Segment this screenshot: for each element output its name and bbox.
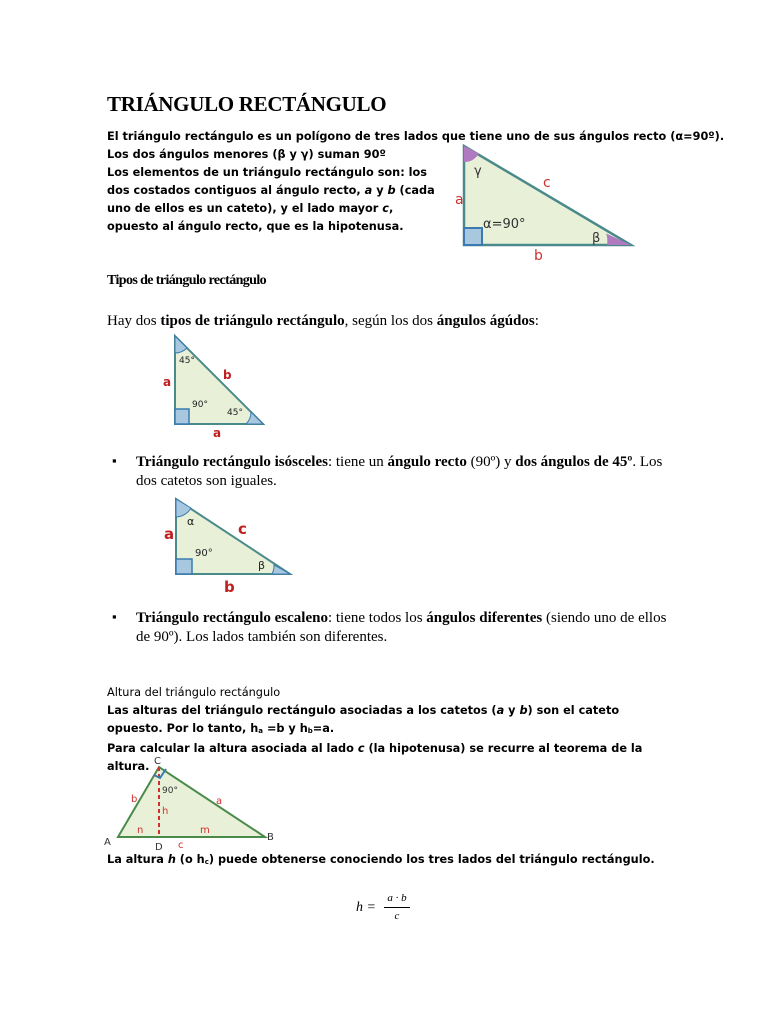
scalene-triangle-diagram: [160, 494, 300, 596]
label-90: 90°: [192, 400, 208, 410]
label-c: c: [178, 840, 184, 851]
label-a-left: a: [163, 375, 172, 389]
right-triangle-diagram: [445, 144, 645, 266]
beta-angle-arc: [272, 565, 290, 574]
label-45-top: 45°: [179, 356, 195, 366]
label-45-right: 45°: [227, 408, 243, 418]
label-b: b: [224, 578, 235, 596]
label-c: c: [543, 175, 551, 191]
label-90: 90°: [195, 548, 213, 559]
label-gamma: γ: [474, 164, 482, 179]
label-beta: β: [592, 231, 601, 246]
bullet-isosceles: ▪ Triángulo rectángulo isósceles: tiene un ángulo recto (90º) y dos ángulos de 45º. Los dos catetos son iguales.: [112, 453, 663, 489]
label-a-bottom: a: [213, 426, 222, 440]
bullet-mark: ▪: [112, 609, 117, 624]
label-90: 90°: [162, 786, 178, 796]
right-angle-mark: [464, 228, 482, 245]
label-m: m: [200, 825, 210, 836]
label-alpha: α=90°: [483, 217, 526, 232]
tipos-heading: Tipos de triángulo rectángulo: [107, 273, 267, 288]
intro-line-2: Los dos ángulos menores (β y γ) suman 90º: [107, 148, 386, 161]
bullet-mark: ▪: [112, 453, 117, 468]
fraction-bar: [384, 907, 410, 908]
altura-heading: Altura del triángulo rectángulo: [107, 686, 281, 699]
altura-paragraph-1: Las alturas del triángulo rectángulo asociadas a los catetos (a y b) son el cateto opuesto. Por lo tanto, ha =b y hb=a.: [107, 704, 620, 735]
label-a: a: [216, 796, 223, 807]
formula-numerator: a · b: [387, 892, 407, 904]
right-angle-mark: [176, 559, 192, 574]
bullet-scalene: ▪ Triángulo rectángulo escaleno: tiene todos los ángulos diferentes (siendo uno de ellos de 90º). Los lados también son diferentes.: [112, 609, 667, 645]
height-formula: [356, 892, 416, 932]
page-title: TRIÁNGULO RECTÁNGULO: [107, 92, 387, 116]
label-C: C: [154, 756, 161, 767]
label-n: n: [137, 825, 144, 836]
label-h: h: [162, 806, 169, 817]
tipos-intro: Hay dos tipos de triángulo rectángulo, según los dos ángulos ágúdos:: [107, 313, 539, 329]
label-alpha: α: [187, 515, 195, 528]
label-b: b: [131, 794, 138, 805]
label-A: A: [104, 837, 111, 848]
right-angle-mark: [175, 409, 189, 424]
label-c: c: [238, 520, 247, 538]
label-b: b: [223, 368, 232, 382]
altitude-diagram: [100, 752, 285, 852]
label-beta: β: [258, 559, 266, 572]
label-D: D: [155, 842, 163, 852]
isosceles-triangle-diagram: [160, 333, 270, 443]
label-B: B: [267, 832, 274, 843]
triangle-shape: [176, 499, 290, 574]
altura-paragraph-2: Para calcular la altura asociada al lado c (la hipotenusa) se recurre al teorema de la altura.: [107, 742, 643, 773]
label-b: b: [534, 248, 543, 264]
formula-denominator: c: [394, 910, 400, 922]
formula-lhs: h =: [356, 900, 376, 915]
label-a: a: [164, 525, 175, 543]
label-a: a: [455, 192, 464, 208]
altura-paragraph-3: La altura h (o hc) puede obtenerse conociendo los tres lados del triángulo rectángulo.: [107, 853, 655, 866]
intro-line-3: Los elementos de un triángulo rectángulo son: los dos costados contiguos al ángulo recto, a y b (cada uno de ellos es un cateto), y el lado mayor c, opuesto al ángulo recto, que es la hipotenusa.: [107, 166, 435, 233]
intro-line-1: El triángulo rectángulo es un polígono de tres lados que tiene uno de sus ángulos recto (α=90º).: [107, 130, 725, 143]
